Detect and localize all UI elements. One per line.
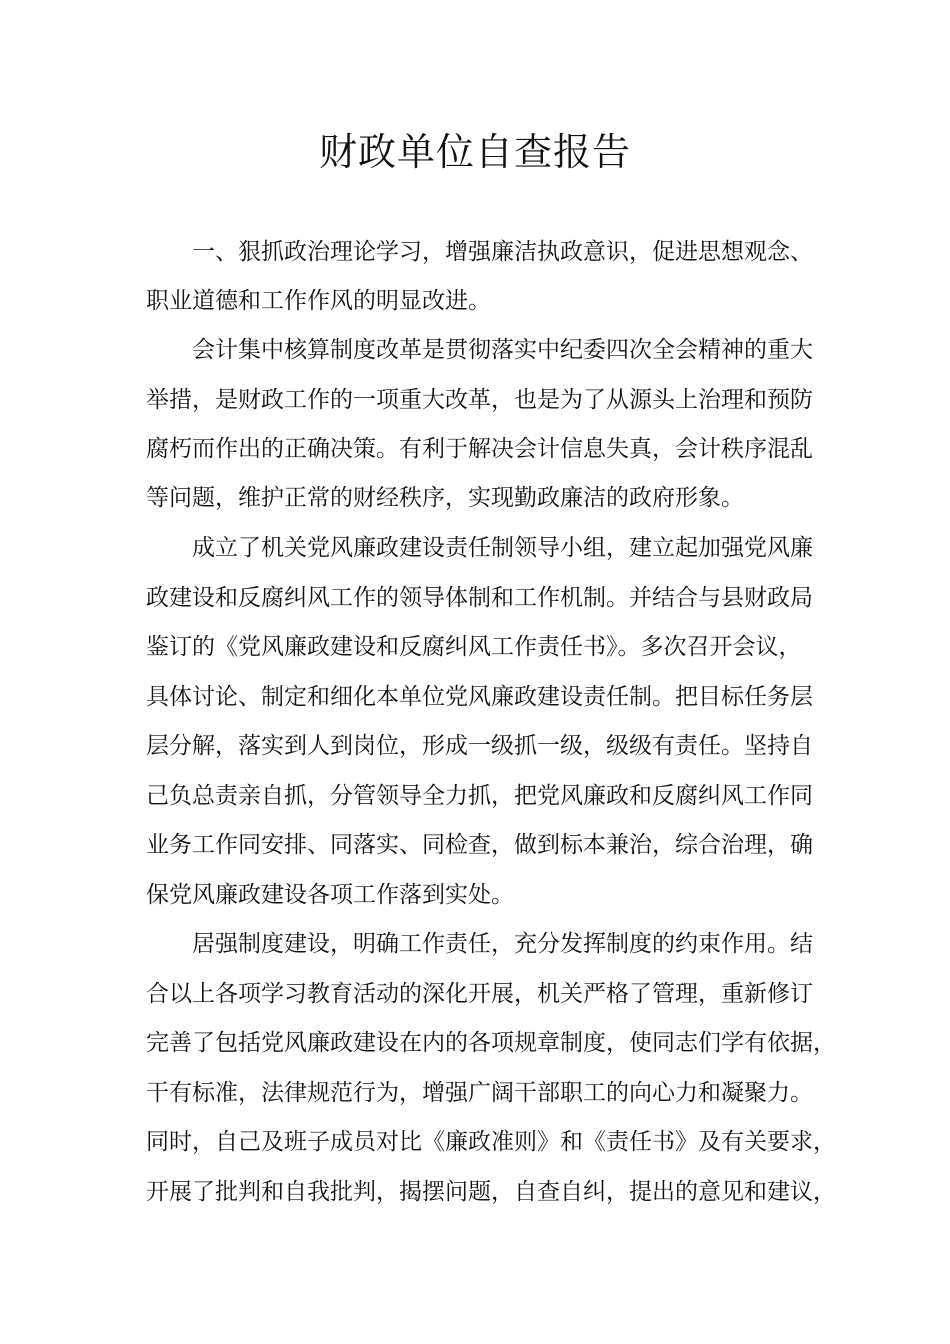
text-line-16: 合以上各项学习教育活动的深化开展，机关严格了管理，重新修订: [146, 981, 813, 1007]
text-line-15: 居强制度建设，明确工作责任，充分发挥制度的约束作用。结: [192, 931, 813, 957]
text-line-11: 层分解，落实到人到岗位，形成一级抓一级，级级有责任。坚持自: [146, 733, 813, 759]
text-line-17: 完善了包括党风廉政建设在内的各项规章制度，使同志们学有依据，: [146, 1030, 836, 1056]
text-line-1: 一、狠抓政治理论学习，增强廉洁执政意识，促进思想观念、: [192, 239, 813, 265]
text-line-19: 同时，自己及班子成员对比《廉政准则》和《责任书》及有关要求，: [146, 1129, 836, 1155]
text-line-13: 业务工作同安排、同落实、同检查，做到标本兼治，综合治理，确: [146, 832, 813, 858]
text-line-2: 职业道德和工作作风的明显改进。: [146, 288, 491, 314]
text-line-8: 政建设和反腐纠风工作的领导体制和工作机制。并结合与县财政局: [146, 585, 813, 611]
text-line-9: 鉴订的《党风廉政建设和反腐纠风工作责任书》。多次召开会议，: [146, 634, 802, 660]
text-line-10: 具体讨论、制定和细化本单位党风廉政建设责任制。把目标任务层: [146, 684, 813, 710]
text-line-7: 成立了机关党风廉政建设责任制领导小组，建立起加强党风廉: [192, 535, 813, 561]
text-line-20: 开展了批判和自我批判，揭摆问题，自查自纠，提出的意见和建议，: [146, 1179, 836, 1205]
text-line-4: 举措，是财政工作的一项重大改革，也是为了从源头上治理和预防: [146, 387, 813, 413]
text-line-12: 己负总责亲自抓，分管领导全力抓，把党风廉政和反腐纠风工作同: [146, 783, 813, 809]
text-line-18: 干有标准，法律规范行为，增强广阔干部职工的向心力和凝聚力。: [146, 1080, 813, 1106]
document-title: 财政单位自查报告: [318, 130, 631, 174]
text-line-3: 会计集中核算制度改革是贯彻落实中纪委四次全会精神的重大: [192, 337, 813, 363]
text-line-14: 保党风廉政建设各项工作落到实处。: [146, 882, 514, 908]
text-line-5: 腐朽而作出的正确决策。有利于解决会计信息失真，会计秩序混乱: [146, 436, 813, 462]
text-line-6: 等问题，维护正常的财经秩序，实现勤政廉洁的政府形象。: [146, 485, 744, 511]
